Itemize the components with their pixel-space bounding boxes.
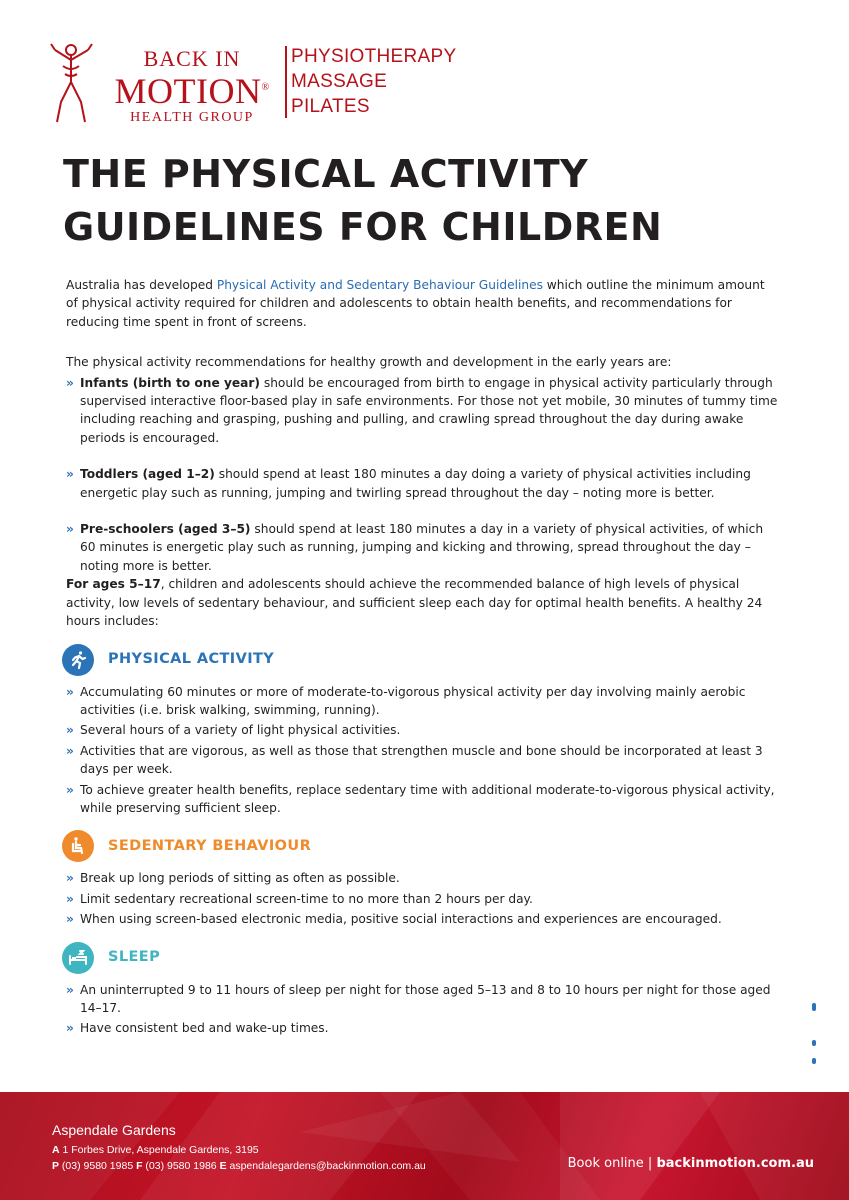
seated-person-icon: [62, 830, 94, 862]
brand-line1: BACK IN: [143, 46, 241, 71]
service-physiotherapy: PHYSIOTHERAPY: [291, 46, 457, 67]
title-line-1: THE PHYSICAL ACTIVITY: [63, 152, 589, 196]
clinic-contacts: [52, 1160, 426, 1172]
preschoolers-label: Pre-schoolers (aged 3–5): [80, 522, 251, 537]
list-item: » Accumulating 60 minutes or more of moderate-to-vigorous physical activity per day involving mainly aerobic activities (i.e. brisk walking, swimming, running).: [66, 683, 778, 720]
ages-paragraph: [66, 575, 778, 630]
intro-paragraph: [66, 276, 778, 331]
service-massage: MASSAGE: [291, 71, 388, 92]
list-item: » An uninterrupted 9 to 11 hours of sleep per night for those aged 5–13 and 8 to 10 hours per night for those aged 14–17.: [66, 981, 778, 1018]
brand-services: [291, 44, 456, 119]
brand-line2-text: MOTION: [114, 71, 262, 111]
intro-text-end: which outline the minimum amount of physical activity required for children and adolescents to obtain health benefits, and recommendations for reducing time spent in front of screens.: [66, 278, 765, 329]
list-item: » Have consistent bed and wake-up times.: [66, 1019, 778, 1037]
edge-marker: [812, 1058, 816, 1064]
physical-activity-title: PHYSICAL ACTIVITY: [108, 651, 275, 668]
toddlers-label: Toddlers (aged 1–2): [80, 467, 215, 482]
book-online: [568, 1156, 814, 1171]
list-item: » Activities that are vigorous, as well as those that strengthen muscle and bone should be incorporated at least 3 days per week.: [66, 742, 778, 779]
ages-label: For ages 5–17: [66, 577, 161, 592]
fax-label: F: [136, 1160, 143, 1172]
registered-mark: ®: [261, 82, 270, 93]
sleep-title: SLEEP: [108, 949, 161, 966]
list-item: » Break up long periods of sitting as often as possible.: [66, 869, 778, 887]
email-label: E: [219, 1160, 227, 1172]
brand-logo: [45, 40, 465, 125]
address-label: A: [52, 1144, 60, 1156]
sedentary-behaviour-title: SEDENTARY BEHAVIOUR: [108, 838, 312, 855]
fax-number: (03) 9580 1986: [142, 1160, 220, 1172]
intro-text-start: Australia has developed: [66, 278, 217, 292]
running-person-icon: [62, 644, 94, 676]
list-item: » Several hours of a variety of light physical activities.: [66, 721, 778, 739]
section-physical-activity: [62, 643, 778, 677]
address-text: 1 Forbes Drive, Aspendale Gardens, 3195: [59, 1144, 259, 1156]
physical-activity-list: [66, 683, 778, 818]
list-item: » Limit sedentary recreational screen-time to no more than 2 hours per day.: [66, 890, 778, 908]
article-body: [66, 276, 778, 1040]
section-sedentary-behaviour: [62, 829, 778, 863]
page-title: [63, 148, 783, 254]
edge-marker: [812, 1040, 816, 1046]
phone-label: P: [52, 1160, 60, 1172]
sedentary-behaviour-list: [66, 869, 778, 928]
infants-label: Infants (birth to one year): [80, 375, 260, 390]
clinic-address: [52, 1144, 259, 1156]
phone-number[interactable]: (03) 9580 1985: [59, 1160, 137, 1172]
list-item-infants: [66, 374, 778, 448]
edge-marker: [812, 1003, 816, 1011]
brand-line3: HEALTH GROUP: [130, 110, 254, 125]
brand-line2: [101, 70, 283, 109]
clinic-name: Aspendale Gardens: [52, 1122, 176, 1138]
infants-text: should be encouraged from birth to engage in physical activity particularly through supervised interactive floor-based play in safe environments. For those not yet mobile, 30 minutes of tummy time including reaching and grasping, pushing and pulling, and crawling spread throughout the day during awake periods is encouraged.: [80, 375, 778, 445]
service-pilates: PILATES: [291, 96, 370, 117]
brand-name: [101, 48, 283, 127]
list-item: » When using screen-based electronic media, positive social interactions and experiences are encouraged.: [66, 910, 778, 928]
brand-divider: [285, 46, 287, 118]
ages-text: , children and adolescents should achieve the recommended balance of high levels of physical activity, low levels of sedentary behaviour, and sufficient sleep each day for optimal health benefits. A healthy 24 hours includes:: [66, 577, 763, 629]
early-years-lead: The physical activity recommendations for healthy growth and development in the early years are:: [66, 355, 672, 370]
list-item: » To achieve greater health benefits, replace sedentary time with additional moderate-to-vigorous physical activity, while preserving sufficient sleep.: [66, 781, 778, 818]
sleep-list: [66, 981, 778, 1038]
section-sleep: [62, 941, 778, 975]
athlete-figure-icon: [45, 42, 97, 124]
book-online-text: Book online |: [567, 1156, 657, 1171]
title-line-2: GUIDELINES FOR CHILDREN: [63, 205, 663, 249]
list-item-toddlers: [66, 465, 778, 502]
bed-icon: [62, 942, 94, 974]
list-item-preschoolers: [66, 520, 778, 575]
footer: [0, 1092, 849, 1200]
toddlers-text: should spend at least 180 minutes a day doing a variety of physical activities including energetic play such as running, jumping and twirling spread throughout the day – noting more is better.: [80, 467, 751, 500]
email-link[interactable]: aspendalegardens@backinmotion.com.au: [226, 1160, 426, 1172]
preschoolers-text: should spend at least 180 minutes a day in a variety of physical activities, of which 60 minutes is energetic play such as running, jumping and kicking and throwing, spread throughout the day – noting more is better.: [80, 522, 764, 573]
website-link[interactable]: backinmotion.com.au: [656, 1156, 814, 1171]
guidelines-link[interactable]: Physical Activity and Sedentary Behaviour Guidelines: [216, 278, 543, 292]
